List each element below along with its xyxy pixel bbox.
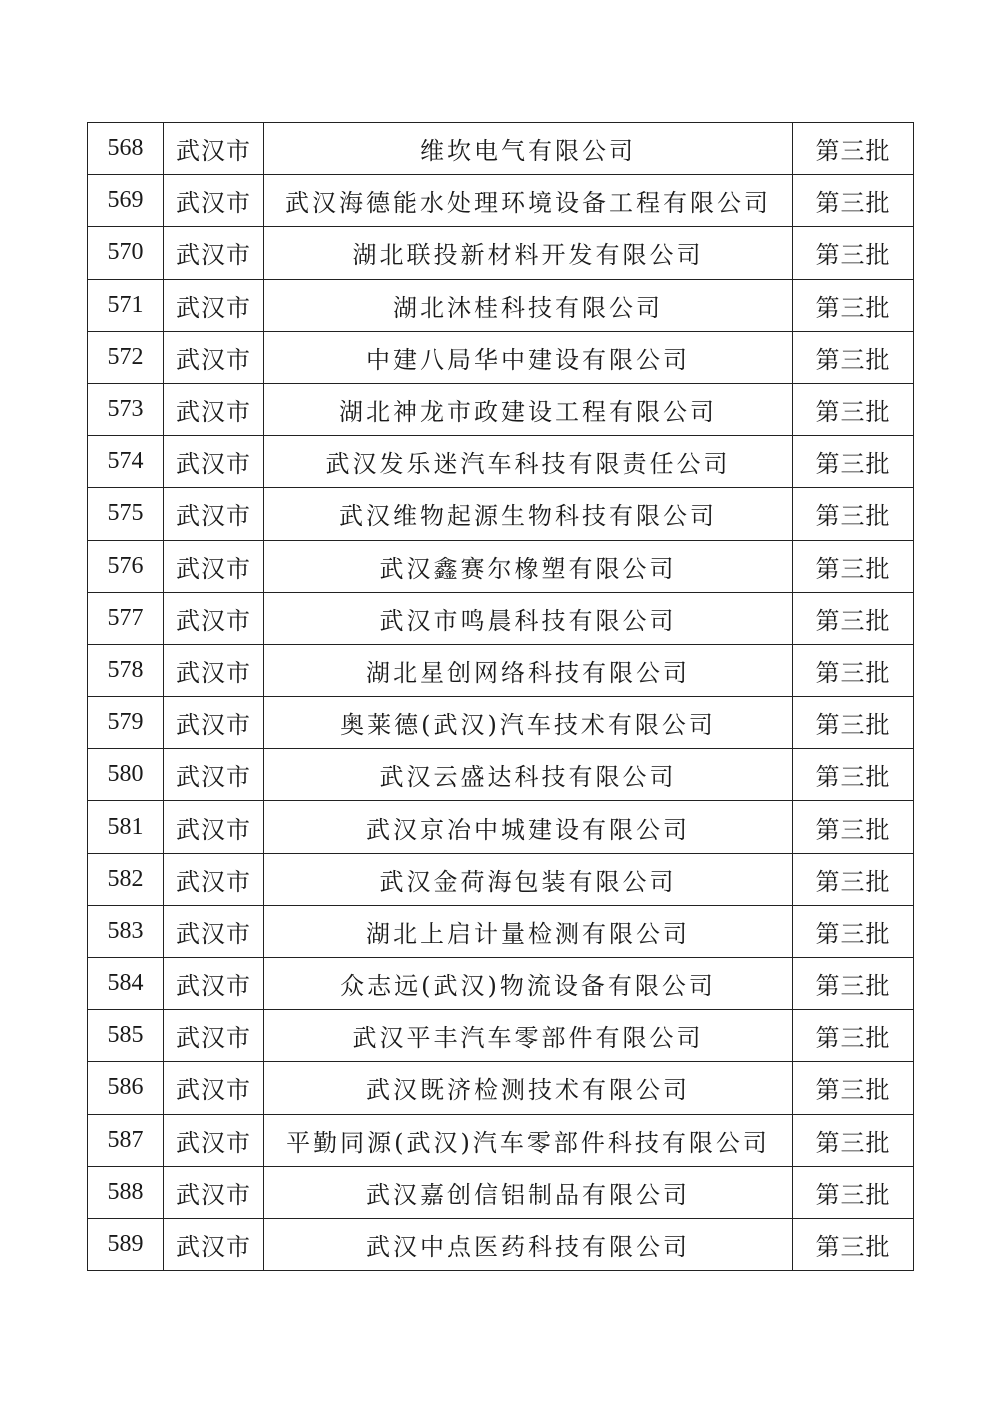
batch-cell: 第三批 [793, 123, 914, 175]
table-row [88, 540, 914, 592]
table-row [88, 1010, 914, 1062]
city-cell: 武汉市 [164, 592, 264, 644]
batch-cell: 第三批 [793, 853, 914, 905]
company-name-cell: 武汉京冶中城建设有限公司 [264, 801, 793, 853]
company-name-cell: 武汉嘉创信铝制品有限公司 [264, 1166, 793, 1218]
city-cell: 武汉市 [164, 383, 264, 435]
company-name-cell: 武汉发乐迷汽车科技有限责任公司 [264, 436, 793, 488]
city-cell: 武汉市 [164, 801, 264, 853]
table-row [88, 1166, 914, 1218]
city-cell: 武汉市 [164, 1062, 264, 1114]
batch-cell: 第三批 [793, 905, 914, 957]
row-number-cell: 570 [88, 227, 164, 279]
row-number-cell: 579 [88, 697, 164, 749]
batch-cell: 第三批 [793, 1166, 914, 1218]
table-row [88, 331, 914, 383]
city-cell: 武汉市 [164, 1010, 264, 1062]
city-cell: 武汉市 [164, 749, 264, 801]
city-cell: 武汉市 [164, 488, 264, 540]
table-row [88, 123, 914, 175]
row-number-cell: 576 [88, 540, 164, 592]
batch-cell: 第三批 [793, 644, 914, 696]
row-number-cell: 584 [88, 958, 164, 1010]
company-name-cell: 武汉维物起源生物科技有限公司 [264, 488, 793, 540]
row-number-cell: 588 [88, 1166, 164, 1218]
company-list-table [87, 122, 914, 1271]
city-cell: 武汉市 [164, 123, 264, 175]
company-name-cell: 湖北沐桂科技有限公司 [264, 279, 793, 331]
city-cell: 武汉市 [164, 227, 264, 279]
row-number-cell: 589 [88, 1218, 164, 1270]
batch-cell: 第三批 [793, 592, 914, 644]
company-name-cell: 武汉金荷海包装有限公司 [264, 853, 793, 905]
row-number-cell: 582 [88, 853, 164, 905]
batch-cell: 第三批 [793, 331, 914, 383]
company-name-cell: 中建八局华中建设有限公司 [264, 331, 793, 383]
company-name-cell: 武汉云盛达科技有限公司 [264, 749, 793, 801]
batch-cell: 第三批 [793, 749, 914, 801]
batch-cell: 第三批 [793, 1218, 914, 1270]
company-name-cell: 武汉中点医药科技有限公司 [264, 1218, 793, 1270]
company-name-cell: 武汉平丰汽车零部件有限公司 [264, 1010, 793, 1062]
table-row [88, 853, 914, 905]
company-name-cell: 湖北联投新材料开发有限公司 [264, 227, 793, 279]
row-number-cell: 583 [88, 905, 164, 957]
batch-cell: 第三批 [793, 1062, 914, 1114]
city-cell: 武汉市 [164, 175, 264, 227]
batch-cell: 第三批 [793, 697, 914, 749]
batch-cell: 第三批 [793, 1114, 914, 1166]
city-cell: 武汉市 [164, 644, 264, 696]
table-row [88, 436, 914, 488]
row-number-cell: 574 [88, 436, 164, 488]
row-number-cell: 571 [88, 279, 164, 331]
company-name-cell: 湖北上启计量检测有限公司 [264, 905, 793, 957]
table-row [88, 279, 914, 331]
company-name-cell: 武汉鑫赛尔橡塑有限公司 [264, 540, 793, 592]
batch-cell: 第三批 [793, 175, 914, 227]
table-row [88, 749, 914, 801]
table-row [88, 644, 914, 696]
row-number-cell: 580 [88, 749, 164, 801]
batch-cell: 第三批 [793, 958, 914, 1010]
table-row [88, 592, 914, 644]
row-number-cell: 586 [88, 1062, 164, 1114]
company-name-cell: 武汉市鸣晨科技有限公司 [264, 592, 793, 644]
company-name-cell: 维坎电气有限公司 [264, 123, 793, 175]
city-cell: 武汉市 [164, 1114, 264, 1166]
batch-cell: 第三批 [793, 227, 914, 279]
company-name-cell: 平勤同源(武汉)汽车零部件科技有限公司 [264, 1114, 793, 1166]
batch-cell: 第三批 [793, 279, 914, 331]
table-row [88, 801, 914, 853]
city-cell: 武汉市 [164, 540, 264, 592]
row-number-cell: 569 [88, 175, 164, 227]
company-name-cell: 众志远(武汉)物流设备有限公司 [264, 958, 793, 1010]
row-number-cell: 577 [88, 592, 164, 644]
company-name-cell: 武汉海德能水处理环境设备工程有限公司 [264, 175, 793, 227]
row-number-cell: 575 [88, 488, 164, 540]
city-cell: 武汉市 [164, 853, 264, 905]
city-cell: 武汉市 [164, 1166, 264, 1218]
batch-cell: 第三批 [793, 540, 914, 592]
table-body [88, 123, 914, 1271]
city-cell: 武汉市 [164, 436, 264, 488]
batch-cell: 第三批 [793, 1010, 914, 1062]
batch-cell: 第三批 [793, 383, 914, 435]
table-row [88, 697, 914, 749]
batch-cell: 第三批 [793, 436, 914, 488]
row-number-cell: 573 [88, 383, 164, 435]
city-cell: 武汉市 [164, 331, 264, 383]
city-cell: 武汉市 [164, 279, 264, 331]
row-number-cell: 585 [88, 1010, 164, 1062]
row-number-cell: 578 [88, 644, 164, 696]
table-row [88, 175, 914, 227]
table-row [88, 383, 914, 435]
table-row [88, 488, 914, 540]
row-number-cell: 568 [88, 123, 164, 175]
table-row [88, 905, 914, 957]
city-cell: 武汉市 [164, 1218, 264, 1270]
batch-cell: 第三批 [793, 801, 914, 853]
table-row [88, 958, 914, 1010]
table-row [88, 227, 914, 279]
table-row [88, 1218, 914, 1270]
row-number-cell: 581 [88, 801, 164, 853]
table-row [88, 1062, 914, 1114]
company-name-cell: 湖北星创网络科技有限公司 [264, 644, 793, 696]
city-cell: 武汉市 [164, 905, 264, 957]
city-cell: 武汉市 [164, 697, 264, 749]
table-row [88, 1114, 914, 1166]
city-cell: 武汉市 [164, 958, 264, 1010]
company-name-cell: 湖北神龙市政建设工程有限公司 [264, 383, 793, 435]
row-number-cell: 587 [88, 1114, 164, 1166]
batch-cell: 第三批 [793, 488, 914, 540]
company-name-cell: 武汉既济检测技术有限公司 [264, 1062, 793, 1114]
row-number-cell: 572 [88, 331, 164, 383]
company-name-cell: 奥莱德(武汉)汽车技术有限公司 [264, 697, 793, 749]
